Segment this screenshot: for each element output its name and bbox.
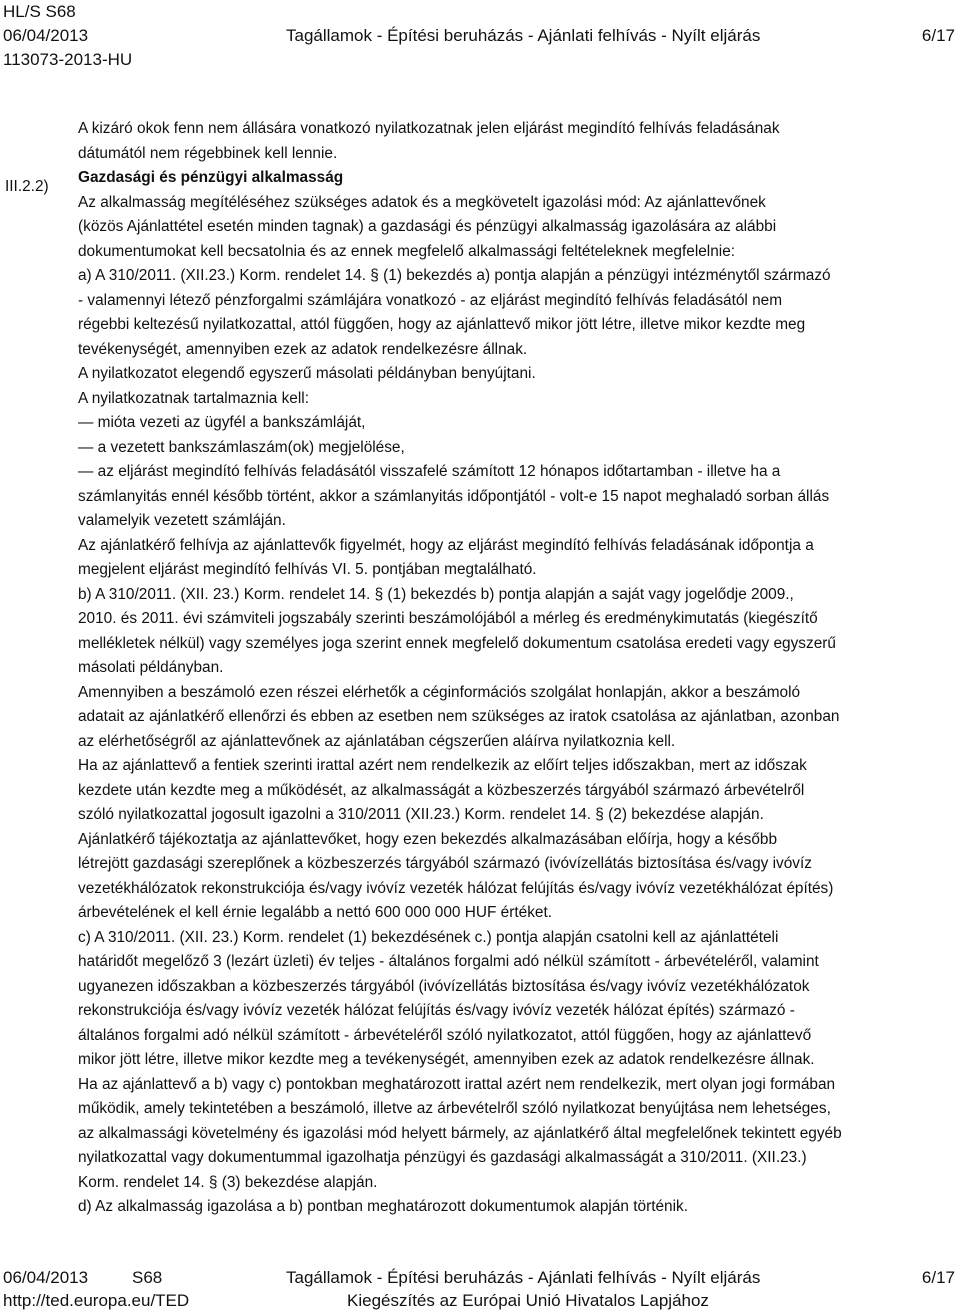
text-line: mellékletek nélkül) vagy személyes joga szerint ennek megfelelő dokumentum csatolása eredeti vagy egyszerű (78, 634, 836, 652)
text-line: c) A 310/2011. (XII. 23.) Korm. rendelet (1) bekezdésének c.) pontja alapján csatolni kell az ajánlattételi (78, 928, 779, 946)
text-line: d) Az alkalmasság igazolása a b) pontban meghatározott dokumentumok alapján történik. (78, 1198, 688, 1215)
text-line: Ha az ajánlattevő a b) vagy c) pontokban meghatározott irattal azért nem rendelkezik, mert olyan jogi formában (78, 1075, 836, 1093)
text-line: általános forgalmi adó nélkül számított - árbevételéről szóló nyilatkozatot, attól függően, hogy az ajánlattevő (78, 1026, 812, 1044)
text-line: 2010. és 2011. évi számviteli jogszabály szerinti beszámolójából a mérleg és eredménykimutatás (kiegészítő (78, 610, 818, 627)
document-body (78, 117, 958, 1220)
section-number: III.2.2) (5, 178, 49, 195)
text-line: — az eljárást megindító felhívás feladásától visszafelé számított 12 hónapos időtartamban - illetve ha a (78, 463, 781, 480)
text-line: Amennyiben a beszámoló ezen részei elérhetők a céginformációs szolgálat honlapján, akkor a beszámoló (78, 683, 801, 701)
text-line: árbevételének el kell érnie legalább a nettó 600 000 000 HUF értéket. (78, 904, 552, 921)
text-line: mikor jött létre, illetve mikor kezdte meg a tevékenységét, amennyiben ezek az adatok rendelkezésre állnak. (78, 1051, 815, 1068)
footer-publisher: Kiegészítés az Európai Unió Hivatalos Lapjához (347, 1291, 709, 1310)
text-line: nyilatkozattal vagy dokumentummal igazolhatja pénzügyi és gazdasági alkalmasságát a 310/2011. (XII.23.) (78, 1149, 807, 1166)
text-line: Az ajánlatkérő felhívja az ajánlattevők figyelmét, hogy az eljárást megindító felhívás feladásának időpontja a (78, 536, 814, 554)
intro-line: A kizáró okok fenn nem állására vonatkozó nyilatkozatnak jelen eljárást megindító felhívás feladásának (78, 120, 780, 137)
text-line: Az alkalmasság megítéléséhez szükséges adatok és a megkövetelt igazolási mód: Az ajánlattevőnek (78, 193, 766, 211)
text-line: - valamennyi létező pénzforgalmi számlájára vonatkozó - az eljárást megindító felhívás feladásától nem (78, 291, 783, 309)
text-line: — a vezetett bankszámlaszám(ok) megjelölése, (78, 438, 405, 456)
text-line: kezdete után kezdte meg a működését, az alkalmasságát a közbeszerzés tárgyából származó árbevételről (78, 781, 805, 799)
text-line: Ajánlatkérő tájékoztatja az ajánlattevőket, hogy ezen bekezdés alkalmazásában előírja, hogy a később (78, 830, 778, 848)
footer-url-link[interactable]: http://ted.europa.eu/TED (3, 1291, 190, 1310)
text-line: valamelyik vezetett számláján. (78, 512, 286, 529)
footer-series: S68 (132, 1268, 163, 1287)
page-header (3, 0, 957, 72)
text-line: vezetékhálózatok rekonstrukciója és/vagy ivóvíz vezeték hálózat felújítás és/vagy ivóvíz vezetékhálózat építés) (78, 879, 834, 897)
footer-page-number: 6/17 (921, 1268, 955, 1287)
text-line: régebbi keltezésű nyilatkozattal, attól függően, hogy az ajánlattevő mikor jött létre, illetve mikor kezdte meg (78, 316, 806, 333)
text-line: szóló nyilatkozattal jogosult igazolni a 310/2011 (XII.23.) Korm. rendelet 14. § (2) bekezdése alapján. (78, 806, 764, 823)
text-line: létrejött gazdasági szereplőnek a közbeszerzés tárgyából származó (ivóvízellátás biztosítása és/vagy ivóvíz (78, 855, 812, 872)
text-line: A nyilatkozatnak tartalmaznia kell: (78, 389, 309, 407)
text-line: az elérhetőségről az ajánlattevőnek az ajánlatában cégszerűen aláírva nyilatkoznia kell. (78, 732, 676, 750)
text-line: számlanyitás ennél később történt, akkor a számlanyitás időpontjától - volt-e 15 napot meghaladó sorban állás (78, 487, 830, 505)
footer-title: Tagállamok - Építési beruházás - Ajánlati felhívás - Nyílt eljárás (286, 1268, 761, 1287)
text-line: az alkalmassági követelmény és igazolási mód helyett bármely, az ajánlatkérő által megfelelőnek tekintett egyéb (78, 1124, 842, 1142)
footer-date: 06/04/2013 (3, 1268, 89, 1287)
text-line: másolati példányban. (78, 659, 224, 676)
text-line: Ha az ajánlattevő a fentiek szerinti irattal azért nem rendelkezik az előírt teljes időszakban, mert az időszak (78, 757, 807, 774)
text-line: dokumentumokat kell becsatolnia és az ennek megfelelő alkalmassági feltételeknek megfelelnie: (78, 242, 736, 260)
text-line: határidőt megelőző 3 (lezárt üzleti) év teljes - általános forgalmi adó nélkül számított - árbevételéről, valamint (78, 953, 819, 970)
text-line: (közös Ajánlattétel esetén minden tagnak) a gazdasági és pénzügyi alkalmasság igazolására az alábbi (78, 218, 777, 235)
text-line: tevékenységét, amennyiben ezek az adatok rendelkezésre állnak. (78, 340, 528, 358)
text-line: b) A 310/2011. (XII. 23.) Korm. rendelet 14. § (1) bekezdés b) pontja alapján a saját vagy jogelődje 2009., (78, 585, 794, 603)
text-line: megjelent eljárást megindító felhívás VI. 5. pontjában megtalálható. (78, 561, 537, 578)
header-page-number: 6/17 (921, 26, 955, 45)
text-line: ugyanezen időszakban a közbeszerzés tárgyából (ivóvízellátás biztosítása és/vagy ivóvíz vezetékhálózatok (78, 977, 810, 995)
intro-line: dátumától nem régebbinek kell lennie. (78, 144, 338, 162)
text-line: — mióta vezeti az ügyfél a bankszámláját, (78, 414, 366, 431)
text-line: Korm. rendelet 14. § (3) bekezdése alapján. (78, 1173, 378, 1191)
section-heading: Gazdasági és pénzügyi alkalmasság (78, 169, 344, 186)
text-line: A nyilatkozatot elegendő egyszerű másolati példányban benyújtani. (78, 365, 536, 382)
text-line: működik, amely tekintetében a beszámoló, illetve az árbevételről szóló nyilatkozat benyújtása nem lehetséges, (78, 1100, 831, 1117)
page-footer (3, 1266, 957, 1312)
notice-id: 113073-2013-HU (3, 50, 133, 69)
header-date: 06/04/2013 (3, 26, 89, 45)
series-label: HL/S S68 (3, 2, 76, 21)
text-line: rekonstrukciója és/vagy ivóvíz vezeték hálózat felújítás és/vagy ivóvíz vezeték hálózat építés) származó - (78, 1002, 795, 1019)
text-line: adatait az ajánlatkérő ellenőrzi és ebben az esetben nem szükséges az iratok csatolása az ajánlatban, azonban (78, 708, 840, 725)
text-line: a) A 310/2011. (XII.23.) Korm. rendelet 14. § (1) bekezdés a) pontja alapján a pénzügyi intézménytől származó (78, 267, 831, 284)
header-title: Tagállamok - Építési beruházás - Ajánlati felhívás - Nyílt eljárás (286, 26, 761, 45)
